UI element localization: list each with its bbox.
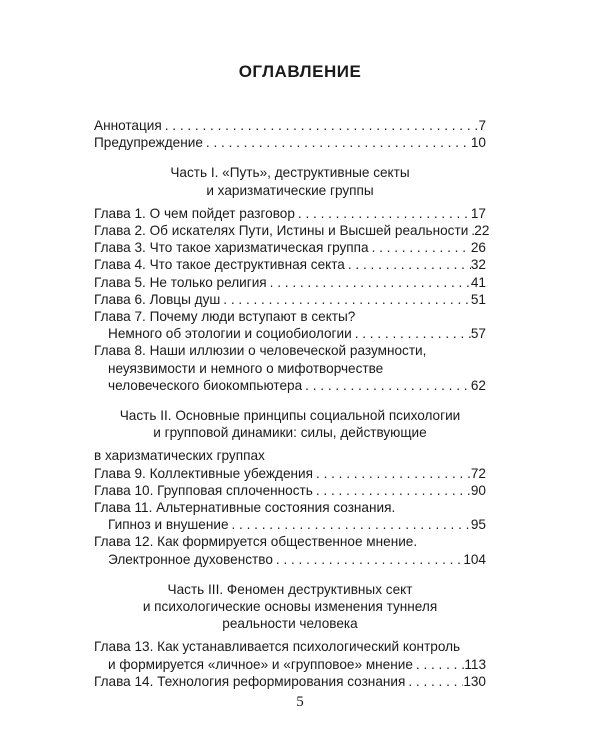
part-heading-line: и групповой динамики: силы, действующие: [153, 425, 427, 441]
toc-entry-text: Электронное духовенство: [108, 551, 273, 567]
toc-entry-text: Глава 8. Наши иллюзии о человеческой разумности,: [94, 343, 427, 359]
toc-entry-text: Глава 6. Ловцы душ: [94, 291, 221, 307]
toc-page-number: 26: [470, 240, 486, 256]
part-heading-line: и харизматические группы: [206, 182, 374, 198]
toc-entry-chapter-14[interactable]: [94, 673, 486, 690]
dot-leader: [273, 551, 463, 568]
part-heading-line: Часть II. Основные принципы социальной психологии: [119, 408, 461, 424]
dot-leader: [220, 291, 471, 308]
toc-page-number: 95: [470, 517, 486, 533]
part-2-heading: [94, 407, 486, 441]
dot-leader: [352, 325, 471, 342]
toc-entry-chapter-8[interactable]: [94, 342, 486, 394]
toc-entry-text: Глава 13. Как устанавливается психологический контроль: [94, 639, 461, 655]
dot-leader: [369, 239, 471, 256]
dot-leader: [345, 256, 471, 273]
toc-page-number: 41: [470, 274, 486, 290]
toc-title: ОГЛАВЛЕНИЕ: [238, 62, 362, 81]
dot-leader: [413, 656, 464, 673]
toc-page-number: 130: [463, 673, 486, 689]
toc-entry-text: и формируется «личное» и «групповое» мнение: [108, 656, 413, 672]
toc-entry-text: Глава 3. Что такое харизматическая группа: [94, 240, 369, 256]
part-3-heading: [94, 581, 486, 633]
toc-entry-text: человеческого биокомпьютера: [108, 377, 303, 393]
toc-entry-text: Глава 9. Коллективные убеждения: [94, 465, 314, 481]
toc-entry-chapter-1[interactable]: [94, 205, 486, 222]
toc-page-number: 72: [470, 465, 486, 481]
toc-page-number: 62: [470, 377, 486, 393]
toc-page-number: 32: [470, 257, 486, 273]
toc-entry-annotation[interactable]: [94, 117, 486, 134]
toc-entry-text: Глава 5. Не только религия: [94, 274, 267, 290]
dot-leader: [162, 117, 479, 134]
toc-entry-chapter-13[interactable]: [94, 638, 486, 672]
toc-entry-text: Глава 1. О чем пойдет разговор: [94, 205, 295, 221]
part-heading-line: реальности человека: [222, 616, 358, 632]
dot-leader: [313, 482, 471, 499]
toc-page-number: 22: [474, 223, 490, 239]
toc-entry-text: Глава 7. Почему люди вступают в секты?: [94, 309, 356, 325]
toc-page-number: 7: [478, 118, 486, 133]
page-number: 5: [296, 694, 304, 710]
toc-entry-text: Глава 14. Технология реформирования сознания: [94, 673, 406, 689]
dot-leader: [405, 673, 463, 690]
dot-leader: [267, 274, 471, 291]
toc-page-number: 104: [463, 551, 486, 567]
part-1-heading: [94, 164, 486, 198]
part-heading-line: Часть I. «Путь», деструктивные секты: [170, 165, 410, 181]
toc-entry-text: Гипноз и внушение: [108, 517, 229, 533]
toc-page-number: 90: [470, 482, 486, 498]
toc-page-number: 17: [470, 205, 486, 221]
part-heading-line: Часть III. Феномен деструктивных сект: [167, 581, 413, 597]
toc-page-number: 51: [470, 291, 486, 307]
table-of-contents: [94, 117, 490, 690]
dot-leader: [203, 134, 471, 151]
toc-entry-warning[interactable]: [94, 134, 486, 151]
toc-entry-chapter-4[interactable]: [94, 256, 486, 273]
toc-entry-chapter-7[interactable]: [94, 308, 486, 342]
toc-page-number: 10: [470, 135, 486, 151]
toc-entry-text: неуязвимости и немного о мифотворчестве: [108, 360, 384, 376]
toc-entry-text: Глава 4. Что такое деструктивная секта: [94, 257, 345, 273]
toc-entry-chapter-9[interactable]: [94, 465, 486, 482]
toc-page-number: 113: [464, 656, 486, 672]
dot-leader: [229, 516, 471, 533]
toc-entry-text: Аннотация: [94, 118, 162, 133]
toc-entry-chapter-3[interactable]: [94, 239, 486, 256]
dot-leader: [313, 465, 471, 482]
toc-entry-chapter-6[interactable]: [94, 291, 486, 308]
toc-entry-text: Глава 12. Как формируется общественное мнение.: [94, 534, 418, 550]
toc-entry-text: Глава 10. Групповая сплоченность: [94, 482, 313, 498]
part-heading-line: и психологические основы изменения туннеля: [142, 599, 438, 615]
toc-entry-chapter-10[interactable]: [94, 482, 486, 499]
toc-entry-chapter-11[interactable]: [94, 499, 486, 533]
toc-entry-chapter-2[interactable]: [94, 222, 490, 239]
toc-entry-text: Глава 2. Об искателях Пути, Истины и Высшей реальности: [94, 223, 469, 239]
toc-entry-chapter-5[interactable]: [94, 274, 486, 291]
toc-entry-text: Предупреждение: [94, 135, 203, 151]
part-heading-line: в харизматических группах: [94, 448, 265, 464]
toc-entry-text: Немного об этологии и социобиологии: [108, 326, 352, 342]
toc-entry-text: Глава 11. Альтернативные состояния сознания.: [94, 500, 396, 516]
toc-entry-chapter-12[interactable]: [94, 533, 486, 567]
toc-page-number: 57: [470, 326, 486, 342]
dot-leader: [295, 205, 471, 222]
dot-leader: [302, 377, 471, 394]
